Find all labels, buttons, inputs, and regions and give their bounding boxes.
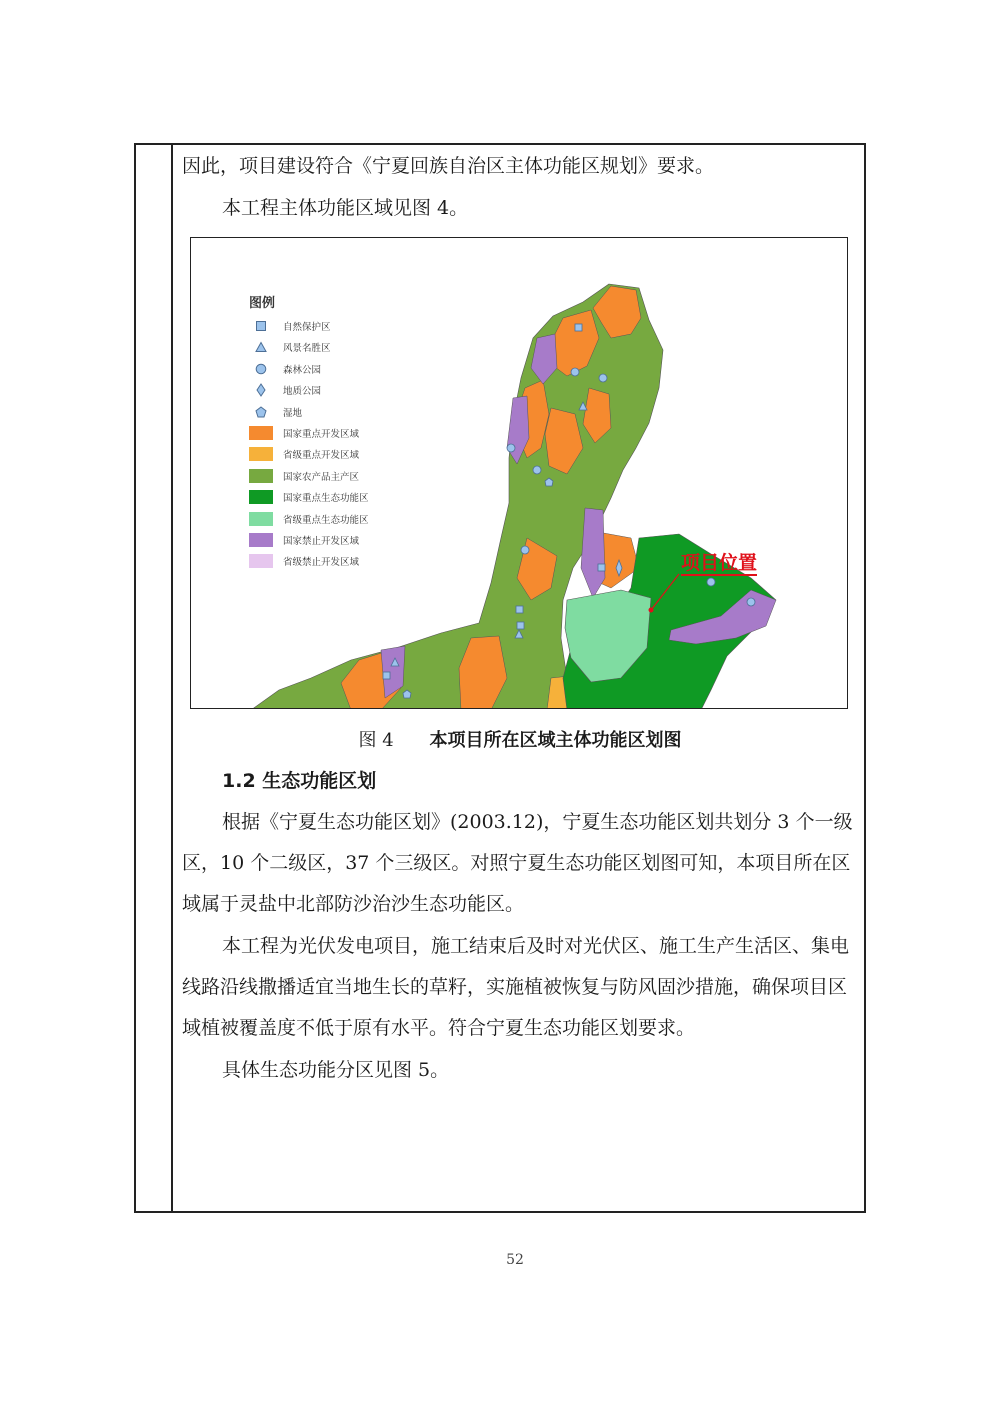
legend-label: 湿地 <box>283 407 303 419</box>
legend-title: 图例 <box>249 296 276 311</box>
circle-icon <box>249 362 273 376</box>
legend-item <box>249 339 331 355</box>
figure-title: 本项目所在区域主体功能区划图 <box>429 730 682 751</box>
legend-label: 国家重点开发区域 <box>283 429 360 440</box>
legend-item <box>249 468 359 484</box>
table-column-divider <box>171 143 173 1213</box>
legend-swatch <box>249 554 273 568</box>
legend-item <box>249 532 359 548</box>
paragraph-conclusion: 因此，项目建设符合《宁夏回族自治区主体功能区规划》要求。 <box>182 155 715 177</box>
function-zone-map <box>190 237 848 709</box>
legend-label: 国家禁止开发区域 <box>283 536 360 547</box>
legend-label: 地质公园 <box>283 386 322 398</box>
paragraph-eco-zoning: 根据《宁夏生态功能区划》(2003.12)，宁夏生态功能区划共划分 3 个一级区，10 个二级区，37 个三级区。对照宁夏生态功能区划图可知，本项目所在区域属于灵盐中北部防沙治沙生态功能区。 <box>182 811 853 915</box>
paragraph-eco-measures: 本工程为光伏发电项目，施工结束后及时对光伏区、施工生产生活区、集电线路沿线撒播适宜当地生长的草籽，实施植被恢复与防风固沙措施，确保项目区域植被覆盖度不低于原有水平。符合宁夏生态功能区划要求。 <box>182 935 850 1039</box>
legend-swatch <box>249 490 273 504</box>
legend-label: 省级重点开发区域 <box>283 450 360 462</box>
section-heading: 1.2 生态功能区划 <box>222 770 377 792</box>
project-location-label: 项目位置 <box>681 552 758 574</box>
legend-label: 自然保护区 <box>283 322 331 333</box>
paragraph-eco-figure-ref: 具体生态功能分区见图 5。 <box>222 1059 450 1081</box>
legend-label: 森林公园 <box>283 364 322 376</box>
legend-item <box>249 511 369 527</box>
triangle-icon <box>249 340 273 354</box>
paragraph-figure-ref: 本工程主体功能区域见图 4。 <box>222 197 469 219</box>
legend-label: 省级重点生态功能区 <box>283 514 369 526</box>
legend-item <box>249 553 359 569</box>
legend-label: 省级禁止开发区域 <box>283 557 360 569</box>
legend-swatch <box>249 469 273 483</box>
legend-swatch <box>249 426 273 440</box>
square-icon <box>249 319 273 333</box>
legend-item <box>249 361 321 377</box>
figure-caption <box>182 726 858 752</box>
legend-item <box>249 425 359 441</box>
page-number: 52 <box>506 1252 524 1268</box>
legend-item <box>249 318 331 334</box>
map-legend <box>249 292 275 317</box>
legend-label: 国家重点生态功能区 <box>283 493 369 505</box>
legend-label: 国家农产品主产区 <box>283 471 360 483</box>
legend-item <box>249 382 321 398</box>
legend-item <box>249 404 302 420</box>
legend-swatch <box>249 533 273 547</box>
legend-label: 风景名胜区 <box>283 343 331 355</box>
pentagon-icon <box>249 405 273 419</box>
figure-number: 图 4 <box>358 730 394 751</box>
legend-swatch <box>249 512 273 526</box>
legend-item <box>249 489 369 505</box>
legend-item <box>249 446 359 462</box>
legend-swatch <box>249 447 273 461</box>
diamond-icon <box>249 383 273 397</box>
